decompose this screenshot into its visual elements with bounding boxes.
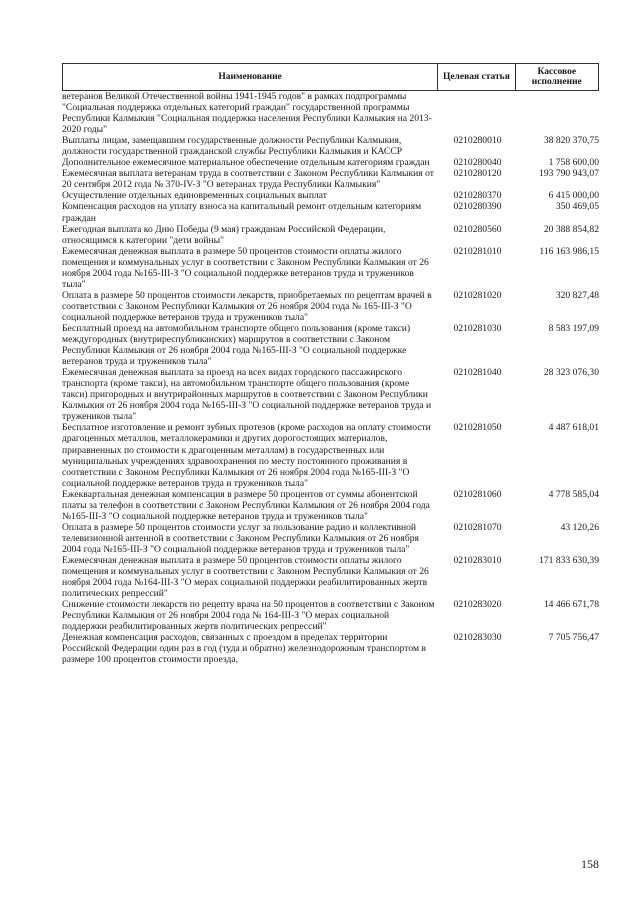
row-amount: 20 388 854,82 [543,223,599,235]
table-row [62,323,599,367]
table-row [62,555,599,599]
row-name: Снижение стоимости лекарств по рецепту врача на 50 процентов в соответствии с Законом Республики Калмыкия от 26 ноября 2004 года № 164-III-З "О мерах социальной поддержки реабилитированных жертв политических репрессий" [62,599,435,633]
table-body [62,91,599,665]
table-row [62,224,599,246]
row-amount: 6 415 000,00 [548,190,599,202]
row-code: 0210280390 [453,201,502,213]
row-name: Бесплатное изготовление и ремонт зубных протезов (кроме расходов на оплату стоимости драгоценных металлов, металлокерамики и других дорогостоящих материалов, приравненных по стоимости к драгоценным металлам) в государственных или муниципальных учреждениях здравоохранения по месту постоянного проживания в соответствии с Законом Республики Калмыкия от 26 ноября 2004 года №165-III-З "О социальной поддержке ветеранов труда и тружеников тыла" [62,422,431,489]
table-row [62,91,599,135]
row-code: 0210283020 [453,599,502,611]
table-row [62,168,599,190]
table-row [62,632,599,665]
table-row [62,190,599,201]
row-name: Бесплатный проезд на автомобильном транспорте общего пользования (кроме такси) междугородных (внутриреспубликанских) маршрутов в соответствии с Законом Республики Калмыкия от 26 ноября 2004 года №165-III-З "О социальной поддержке ветеранов труда и тружеников тыла" [62,322,411,368]
row-code: 0210281010 [453,245,502,257]
table-row [62,599,599,632]
row-code: 0210281020 [453,289,502,301]
row-code: 0210281050 [453,422,502,434]
row-name: Ежегодная выплата ко Дню Победы (9 мая) гражданам Российской Федерации, относящимся к категории "дети войны" [62,223,386,246]
row-name: Оплата в размере 50 процентов стоимости услуг за пользование радио и коллективной телевизионной антенной в соответствии с Законом Республики Калмыкия от 26 ноября 2004 года №165-III-З "О социальной поддержке ветеранов труда и тружеников тыла" [62,521,419,555]
table-row [62,157,599,168]
row-name: Ежемесячная денежная выплата в размере 50 процентов стоимости оплаты жилого помещения и коммунальных услуг в соответствии с Законом Республики Калмыкия от 26 ноября 2004 года №164-III-З "О мерах социальной поддержки реабилитированных жертв политических репрессий" [62,554,429,600]
row-name: ветеранов Великой Отечественной войны 1941-1945 годов" в рамках подпрограммы "Социальная поддержка отдельных категорий граждан" государственной программы Республики Калмыкия "Социальная поддержка населения Республики Калмыкия на 2013-2020 годы" [62,91,432,136]
row-code: 0210283010 [453,554,502,566]
row-name: Выплаты лицам, замещавшим государственные должности Республики Калмыкия, должности государственной гражданской службы Республики Калмыкия и КАССР [62,135,403,158]
header-name: Наименование [218,72,282,82]
table-row [62,246,599,290]
row-amount: 116 163 986,15 [539,245,599,257]
row-amount: 43 120,26 [560,521,599,533]
row-amount: 8 583 197,09 [548,322,599,334]
row-code: 0210281030 [453,322,502,334]
header-code: Целевая статья [437,64,514,90]
row-code: 0210281060 [453,488,502,500]
table-row [62,201,599,223]
row-code: 0210283030 [453,632,502,644]
row-amount: 171 833 630,39 [539,554,599,566]
budget-table [62,63,599,665]
row-name: Ежемесячная выплата ветеранам труда в соответствии с Законом Республики Калмыкия от 20 сентября 2012 года № 370-IV-З "О ветеранах труда Республики Калмыкия" [62,168,434,191]
row-name: Ежеквартальная денежная компенсация в размере 50 процентов от суммы абонентской платы за телефон в соответствии с Законом Республики Калмыкия от 26 ноября 2004 года №165-III-З "О социальной поддержке ветеранов труда и тружеников тыла" [62,488,430,522]
row-name: Дополнительное ежемесячное материальное обеспечение отдельным категориям граждан [62,157,430,169]
row-code: 0210280120 [453,168,502,180]
table-header [62,63,599,91]
row-amount: 28 323 076,30 [543,367,599,379]
header-amount: Кассовое исполнение [515,64,598,90]
row-code: 0210281040 [453,367,502,379]
row-code: 0210280560 [453,223,502,235]
row-code: 0210280370 [453,190,502,202]
row-amount: 4 778 585,04 [548,488,599,500]
table-row [62,489,599,522]
row-amount: 7 705 756,47 [548,632,599,644]
row-amount: 4 487 618,01 [548,422,599,434]
row-amount: 193 790 943,07 [539,168,599,180]
row-code: 0210280040 [453,157,502,169]
row-name: Ежемесячная денежная выплата в размере 50 процентов стоимости оплаты жилого помещения и коммунальных услуг в соответствии с Законом Республики Калмыкия от 26 ноября 2004 года №165-III-З "О социальной поддержке ветеранов труда и тружеников тыла" [62,245,429,290]
row-amount: 1 758 600,00 [548,157,599,169]
table-row [62,522,599,555]
row-code: 0210280010 [453,135,502,147]
row-name: Денежная компенсация расходов, связанных с проездом в пределах территории Российской Федерации один раз в год (туда и обратно) железнодорожным транспортом в размере 100 процентов стоимости проезда, [62,632,426,666]
table-row [62,135,599,157]
page-number: 158 [581,857,599,871]
row-amount: 320 827,48 [555,289,599,301]
row-name: Осуществление отдельных единовременных социальных выплат [62,190,327,202]
row-amount: 38 820 370,75 [543,135,599,147]
table-row [62,367,599,422]
row-amount: 14 466 671,78 [543,599,599,611]
table-row [62,290,599,323]
table-row [62,422,599,488]
row-name: Компенсация расходов на уплату взноса на капитальный ремонт отдельным категориям граждан [62,201,422,224]
row-code: 0210281070 [453,521,502,533]
row-amount: 350 469,05 [555,201,599,213]
row-name: Ежемесячная денежная выплата за проезд на всех видах городского пассажирского транспорта (кроме такси), на автомобильном транспорте общего пользования (кроме такси) пригородных и внутрирайонных маршрутов в соответствии с Законом Республики Калмыкия от 26 ноября 2004 года №165-III-З "О социальной поддержке ветеранов труда и тружеников тыла" [62,367,432,423]
row-name: Оплата в размере 50 процентов стоимости лекарств, приобретаемых по рецептам врачей в соответствии с Законом Республики Калмыкия от 26 ноября 2004 года № 165-III-З "О социальной поддержке ветеранов труда и тружеников тыла" [62,289,432,323]
